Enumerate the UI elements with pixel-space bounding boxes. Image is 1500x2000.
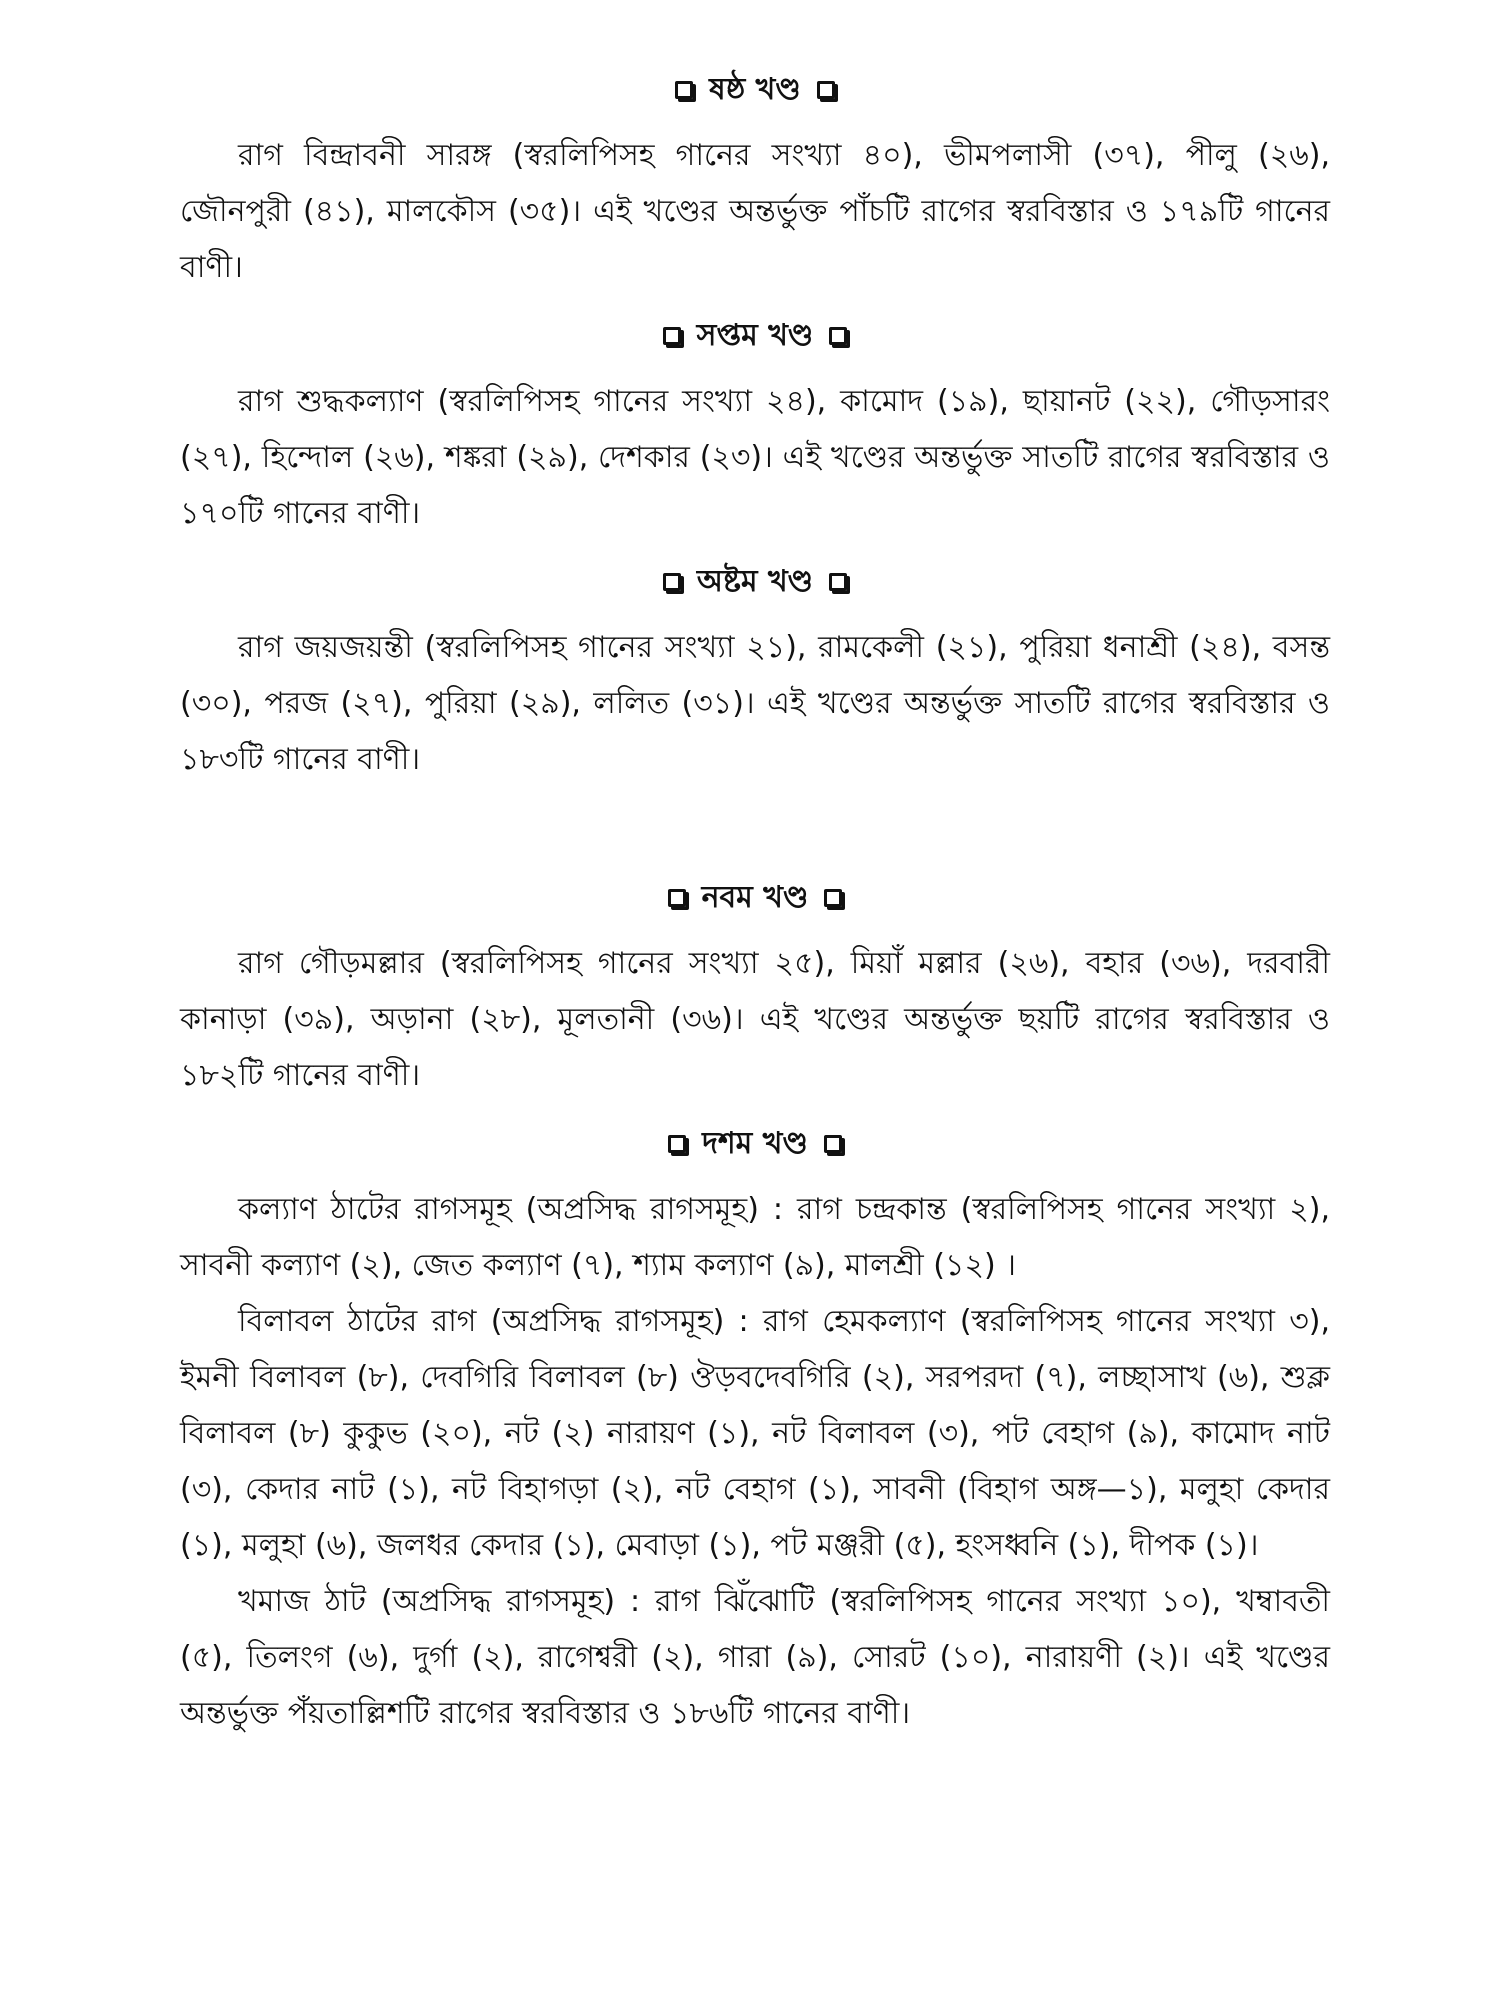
paragraph: রাগ বিন্দ্রাবনী সারঙ্গ (স্বরলিপিসহ গানের সংখ্যা ৪০), ভীমপলাসী (৩৭), পীলু (২৬), জৌনপুরী (৪১), মালকৌস (৩৫)। এই খণ্ডের অন্তর্ভুক্ত পাঁচটি রাগের স্বরবিস্তার ও ১৭৯টি গানের বাণী। — [180, 138, 1330, 285]
document-page — [180, 70, 1330, 1762]
section-heading — [180, 878, 1330, 918]
square-bullet-icon — [829, 573, 847, 591]
section-title: সপ্তম খণ্ড — [696, 318, 814, 353]
square-bullet-icon — [668, 1135, 686, 1153]
paragraph: কল্যাণ ঠাটের রাগসমূহ (অপ্রসিদ্ধ রাগসমূহ) : রাগ চন্দ্রকান্ত (স্বরলিপিসহ গানের সংখ্যা ২), সাবনী কল্যাণ (২), জেত কল্যাণ (৭), শ্যাম কল্যাণ (৯), মালশ্রী (১২) । — [180, 1192, 1330, 1283]
square-bullet-icon — [824, 1135, 842, 1153]
square-bullet-icon — [663, 573, 681, 591]
section-heading — [180, 1124, 1330, 1164]
paragraph: রাগ জয়জয়ন্তী (স্বরলিপিসহ গানের সংখ্যা ২১), রামকেলী (২১), পুরিয়া ধনাশ্রী (২৪), বসন্ত (৩০), পরজ (২৭), পুরিয়া (২৯), ললিত (৩১)। এই খণ্ডের অন্তর্ভুক্ত সাতটি রাগের স্বরবিস্তার ও ১৮৩টি গানের বাণী। — [180, 630, 1330, 777]
section-6 — [180, 70, 1330, 296]
section-title: নবম খণ্ড — [701, 880, 809, 915]
section-heading — [180, 70, 1330, 110]
section-9 — [180, 878, 1330, 1104]
square-bullet-icon — [663, 327, 681, 345]
square-bullet-icon — [829, 327, 847, 345]
paragraph: রাগ শুদ্ধকল্যাণ (স্বরলিপিসহ গানের সংখ্যা ২৪), কামোদ (১৯), ছায়ানট (২২), গৌড়সারং (২৭), হিন্দোল (২৬), শঙ্করা (২৯), দেশকার (২৩)। এই খণ্ডের অন্তর্ভুক্ত সাতটি রাগের স্বরবিস্তার ও ১৭০টি গানের বাণী। — [180, 384, 1330, 531]
section-heading — [180, 316, 1330, 356]
section-title: দশম খণ্ড — [702, 1126, 808, 1161]
section-heading — [180, 562, 1330, 602]
square-bullet-icon — [668, 889, 686, 907]
paragraph: বিলাবল ঠাটের রাগ (অপ্রসিদ্ধ রাগসমূহ) : রাগ হেমকল্যাণ (স্বরলিপিসহ গানের সংখ্যা ৩), ইমনী বিলাবল (৮), দেবগিরি বিলাবল (৮) ঔড়বদেবগিরি (২), সরপরদা (৭), লচ্ছাসাখ (৬), শুক্ল বিলাবল (৮) কুকুভ (২০), নট (২) নারায়ণ (১), নট বিলাবল (৩), পট বেহাগ (৯), কামোদ নাট (৩), কেদার নাট (১), নট বিহাগড়া (২), নট বেহাগ (১), সাবনী (বিহাগ অঙ্গ—১), মলুহা কেদার (১), মলুহা (৬), জলধর কেদার (১), মেবাড়া (১), পট মঞ্জরী (৫), হংসধ্বনি (১), দীপক (১)। — [180, 1304, 1330, 1563]
paragraph: রাগ গৌড়মল্লার (স্বরলিপিসহ গানের সংখ্যা ২৫), মিয়াঁ মল্লার (২৬), বহার (৩৬), দরবারী কানাড়া (৩৯), অড়ানা (২৮), মূলতানী (৩৬)। এই খণ্ডের অন্তর্ভুক্ত ছয়টি রাগের স্বরবিস্তার ও ১৮২টি গানের বাণী। — [180, 946, 1330, 1093]
square-bullet-icon — [675, 81, 693, 99]
section-title: অষ্টম খণ্ড — [696, 564, 814, 599]
section-8 — [180, 562, 1330, 788]
paragraph: খমাজ ঠাট (অপ্রসিদ্ধ রাগসমূহ) : রাগ ঝিঁঝোটি (স্বরলিপিসহ গানের সংখ্যা ১০), খম্বাবতী (৫), তিলংগ (৬), দুর্গা (২), রাগেশ্বরী (২), গারা (৯), সোরট (১০), নারায়ণী (২)। এই খণ্ডের অন্তর্ভুক্ত পঁয়তাল্লিশটি রাগের স্বরবিস্তার ও ১৮৬টি গানের বাণী। — [180, 1584, 1330, 1731]
section-title: ষষ্ঠ খণ্ড — [709, 72, 801, 107]
section-7 — [180, 316, 1330, 542]
square-bullet-icon — [817, 81, 835, 99]
section-10 — [180, 1124, 1330, 1742]
square-bullet-icon — [824, 889, 842, 907]
